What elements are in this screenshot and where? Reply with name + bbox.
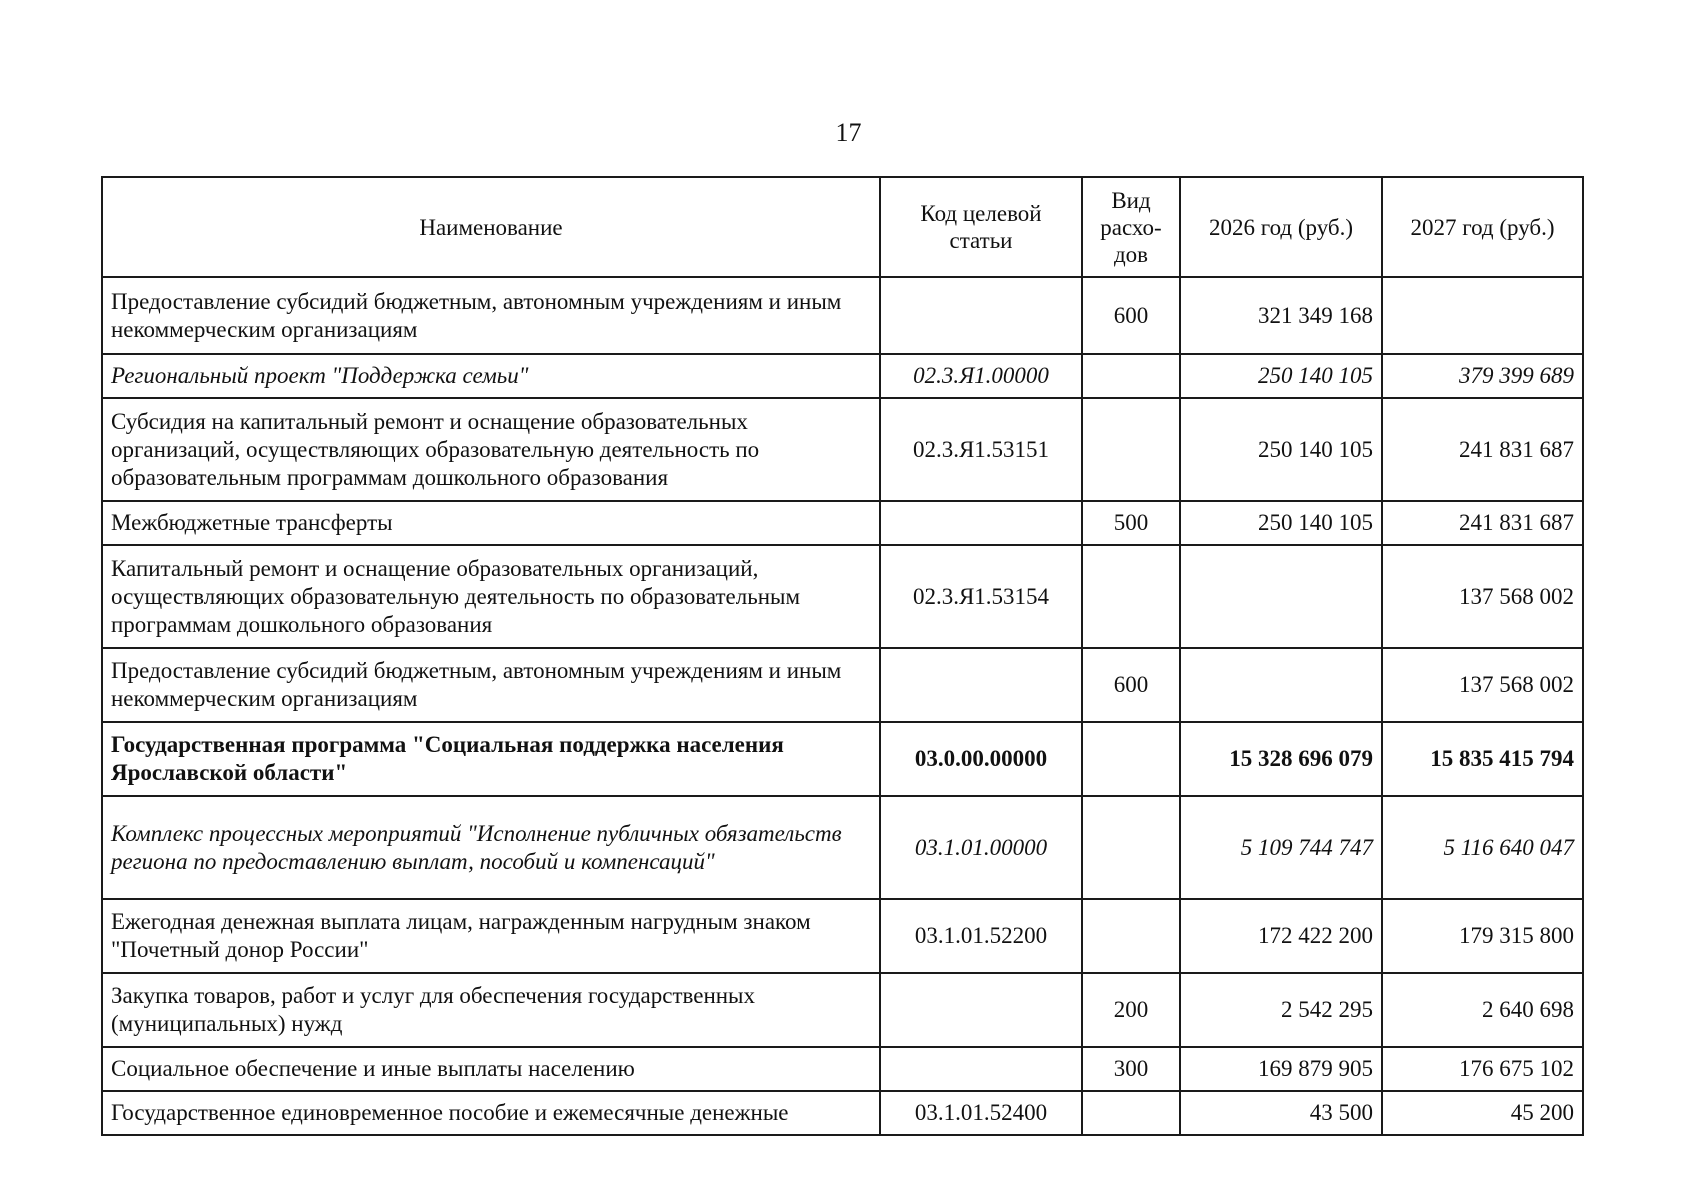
row-value-2027: 241 831 687 <box>1382 398 1583 501</box>
row-kind: 200 <box>1082 973 1180 1047</box>
row-value-2026: 250 140 105 <box>1180 398 1382 501</box>
row-name: Комплекс процессных мероприятий "Исполнение публичных обязательств региона по предоставлению выплат, пособий и компенсаций" <box>102 796 880 899</box>
row-name: Государственная программа "Социальная поддержка населения Ярославской области" <box>102 722 880 796</box>
row-name: Региональный проект "Поддержка семьи" <box>102 354 880 398</box>
row-value-2027: 137 568 002 <box>1382 648 1583 722</box>
row-name: Капитальный ремонт и оснащение образовательных организаций, осуществляющих образовательную деятельность по образовательным программам дошкольного образования <box>102 545 880 648</box>
row-kind: 300 <box>1082 1047 1180 1091</box>
row-value-2027: 179 315 800 <box>1382 899 1583 973</box>
row-kind: 600 <box>1082 277 1180 354</box>
row-value-2026: 250 140 105 <box>1180 501 1382 545</box>
row-code <box>880 277 1082 354</box>
row-name: Субсидия на капитальный ремонт и оснащение образовательных организаций, осуществляющих образовательную деятельность по образовательным программам дошкольного образования <box>102 398 880 501</box>
row-name: Межбюджетные трансферты <box>102 501 880 545</box>
row-value-2026: 321 349 168 <box>1180 277 1382 354</box>
row-value-2027: 45 200 <box>1382 1091 1583 1135</box>
row-kind: 500 <box>1082 501 1180 545</box>
row-kind <box>1082 545 1180 648</box>
row-name: Ежегодная денежная выплата лицам, награжденным нагрудным знаком "Почетный донор России" <box>102 899 880 973</box>
table-row <box>102 973 1583 1047</box>
table-row <box>102 1091 1583 1135</box>
row-value-2027: 176 675 102 <box>1382 1047 1583 1091</box>
row-code: 03.1.01.52200 <box>880 899 1082 973</box>
row-value-2027: 379 399 689 <box>1382 354 1583 398</box>
row-value-2026: 43 500 <box>1180 1091 1382 1135</box>
row-kind <box>1082 398 1180 501</box>
row-code: 02.3.Я1.53151 <box>880 398 1082 501</box>
row-kind <box>1082 1091 1180 1135</box>
row-code: 03.0.00.00000 <box>880 722 1082 796</box>
row-code: 03.1.01.00000 <box>880 796 1082 899</box>
row-value-2026: 5 109 744 747 <box>1180 796 1382 899</box>
row-name: Предоставление субсидий бюджетным, автономным учреждениям и иным некоммерческим организациям <box>102 277 880 354</box>
row-code <box>880 973 1082 1047</box>
row-kind <box>1082 354 1180 398</box>
row-value-2027 <box>1382 277 1583 354</box>
row-code: 02.3.Я1.53154 <box>880 545 1082 648</box>
table-row <box>102 722 1583 796</box>
table-row <box>102 545 1583 648</box>
table-row <box>102 796 1583 899</box>
header-code: Код целевой статьи <box>880 177 1082 277</box>
row-value-2026: 250 140 105 <box>1180 354 1382 398</box>
row-code: 02.3.Я1.00000 <box>880 354 1082 398</box>
row-value-2026 <box>1180 648 1382 722</box>
row-kind <box>1082 722 1180 796</box>
header-2026: 2026 год (руб.) <box>1180 177 1382 277</box>
row-value-2026: 169 879 905 <box>1180 1047 1382 1091</box>
table-row <box>102 899 1583 973</box>
row-name: Социальное обеспечение и иные выплаты населению <box>102 1047 880 1091</box>
page-number: 17 <box>835 118 862 147</box>
header-name: Наименование <box>102 177 880 277</box>
row-value-2026 <box>1180 545 1382 648</box>
table-row <box>102 398 1583 501</box>
table-row <box>102 354 1583 398</box>
row-kind <box>1082 796 1180 899</box>
row-value-2027: 5 116 640 047 <box>1382 796 1583 899</box>
row-name: Закупка товаров, работ и услуг для обеспечения государственных (муниципальных) нужд <box>102 973 880 1047</box>
row-kind: 600 <box>1082 648 1180 722</box>
row-value-2027: 2 640 698 <box>1382 973 1583 1047</box>
row-value-2027: 15 835 415 794 <box>1382 722 1583 796</box>
table-row <box>102 648 1583 722</box>
header-2027: 2027 год (руб.) <box>1382 177 1583 277</box>
row-code <box>880 1047 1082 1091</box>
row-value-2027: 137 568 002 <box>1382 545 1583 648</box>
budget-table <box>101 176 1584 1136</box>
table-header-row <box>102 177 1583 277</box>
header-kind: Вид расхо-дов <box>1082 177 1180 277</box>
row-name: Государственное единовременное пособие и ежемесячные денежные <box>102 1091 880 1135</box>
table-row <box>102 1047 1583 1091</box>
table-row <box>102 277 1583 354</box>
row-code: 03.1.01.52400 <box>880 1091 1082 1135</box>
row-value-2026: 172 422 200 <box>1180 899 1382 973</box>
row-kind <box>1082 899 1180 973</box>
row-value-2026: 2 542 295 <box>1180 973 1382 1047</box>
row-name: Предоставление субсидий бюджетным, автономным учреждениям и иным некоммерческим организациям <box>102 648 880 722</box>
table-row <box>102 501 1583 545</box>
row-code <box>880 501 1082 545</box>
row-value-2027: 241 831 687 <box>1382 501 1583 545</box>
row-code <box>880 648 1082 722</box>
row-value-2026: 15 328 696 079 <box>1180 722 1382 796</box>
